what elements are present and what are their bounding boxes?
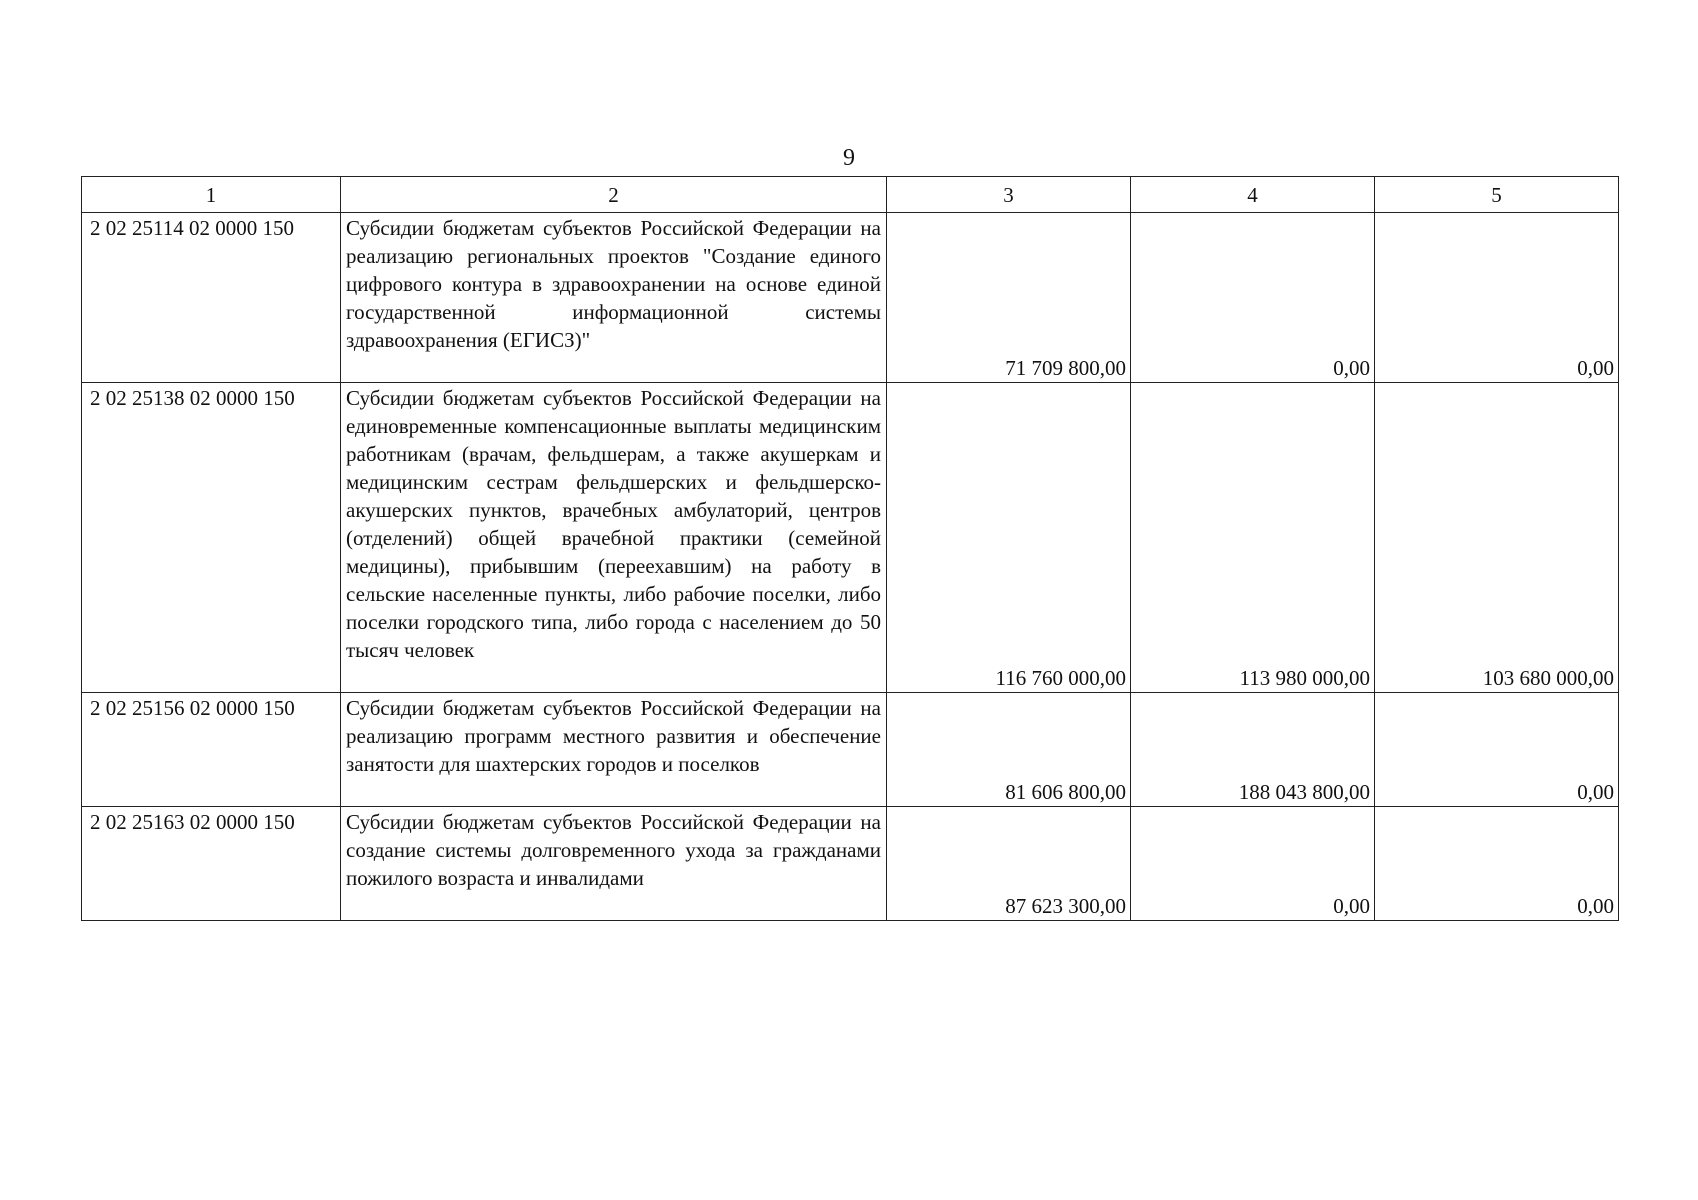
row-value-col5: 0,00 xyxy=(1375,693,1619,807)
row-value-col5: 0,00 xyxy=(1375,807,1619,921)
table-row xyxy=(82,213,1619,383)
row-value-col5: 103 680 000,00 xyxy=(1375,383,1619,693)
row-description: Субсидии бюджетам субъектов Российской Федерации на единовременные компенсационные выплаты медицинским работникам (врачам, фельдшерам, а также акушеркам и медицинским сестрам фельдшерских и фельдшерско-акушерских пунктов, врачебных амбулаторий, центров (отделений) общей врачебной практики (семейной медицины), прибывшим (переехавшим) на работу в сельские населенные пункты, либо рабочие поселки, либо поселки городского типа, либо города с населением до 50 тысяч человек xyxy=(341,383,887,693)
table-row xyxy=(82,807,1619,921)
row-value-col4: 188 043 800,00 xyxy=(1131,693,1375,807)
row-code: 2 02 25114 02 0000 150 xyxy=(82,213,341,383)
header-col-5: 5 xyxy=(1375,177,1619,213)
row-code: 2 02 25163 02 0000 150 xyxy=(82,807,341,921)
header-col-1: 1 xyxy=(82,177,341,213)
page-number: 9 xyxy=(843,145,855,171)
header-col-2: 2 xyxy=(341,177,887,213)
header-col-4: 4 xyxy=(1131,177,1375,213)
table-row xyxy=(82,693,1619,807)
table-row xyxy=(82,383,1619,693)
row-description: Субсидии бюджетам субъектов Российской Федерации на реализацию региональных проектов "Создание единого цифрового контура в здравоохранении на основе единой государственной информационной системы здравоохранения (ЕГИСЗ)" xyxy=(341,213,887,383)
row-description: Субсидии бюджетам субъектов Российской Федерации на реализацию программ местного развития и обеспечение занятости для шахтерских городов и поселков xyxy=(341,693,887,807)
budget-table xyxy=(81,176,1619,921)
row-value-col3: 81 606 800,00 xyxy=(887,693,1131,807)
row-value-col3: 87 623 300,00 xyxy=(887,807,1131,921)
row-value-col4: 0,00 xyxy=(1131,213,1375,383)
header-col-3: 3 xyxy=(887,177,1131,213)
row-value-col4: 0,00 xyxy=(1131,807,1375,921)
row-value-col4: 113 980 000,00 xyxy=(1131,383,1375,693)
header-row xyxy=(82,177,1619,213)
row-code: 2 02 25138 02 0000 150 xyxy=(82,383,341,693)
row-description: Субсидии бюджетам субъектов Российской Федерации на создание системы долговременного ухода за гражданами пожилого возраста и инвалидами xyxy=(341,807,887,921)
row-value-col3: 116 760 000,00 xyxy=(887,383,1131,693)
row-value-col3: 71 709 800,00 xyxy=(887,213,1131,383)
row-value-col5: 0,00 xyxy=(1375,213,1619,383)
row-code: 2 02 25156 02 0000 150 xyxy=(82,693,341,807)
